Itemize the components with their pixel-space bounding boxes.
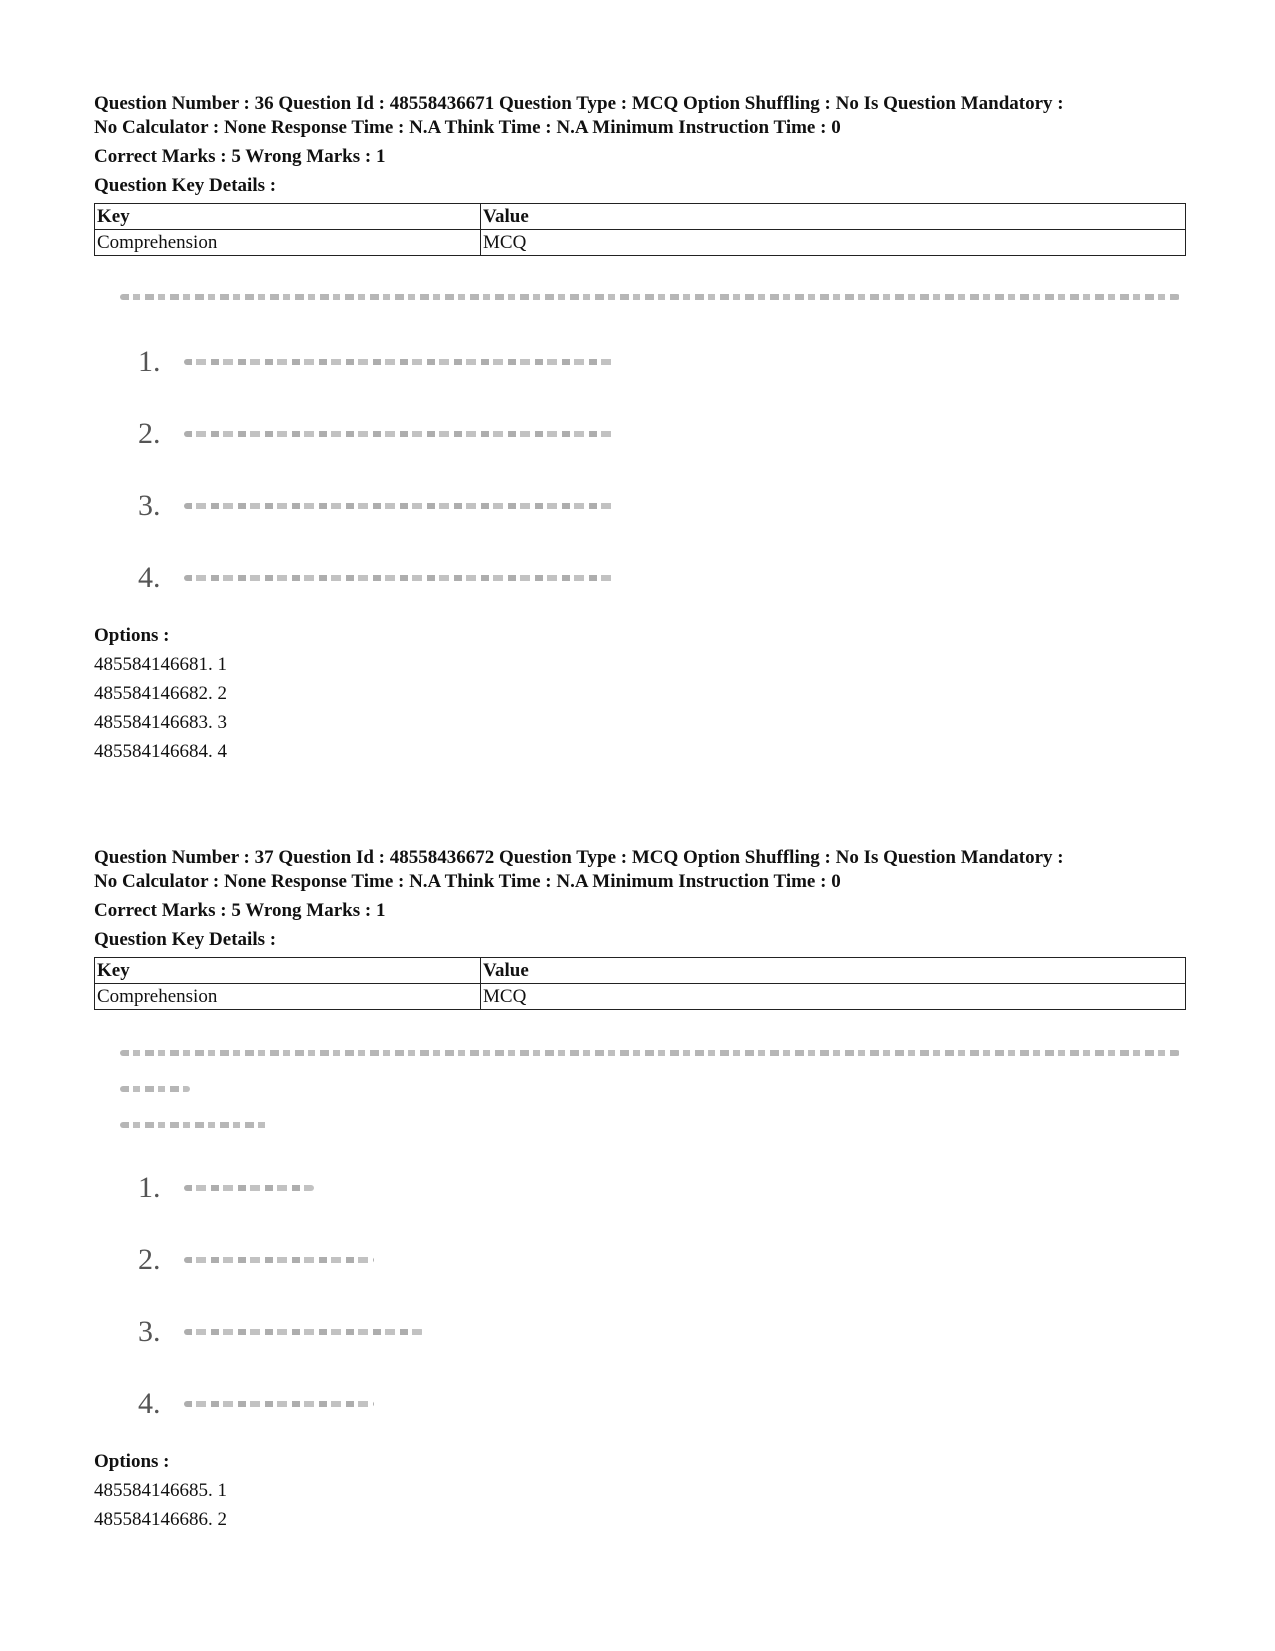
marks-line: Correct Marks : 5 Wrong Marks : 1 [94,900,386,921]
question-stem-image [120,294,1180,300]
option-image-number: 3. [138,1315,161,1348]
tibetan-text-line [184,503,614,509]
key-details-label: Question Key Details : [94,175,277,196]
table-header-key: Key [95,204,481,230]
option-image-1 [138,1152,1184,1224]
option-item: 485584146684. 4 [94,741,227,762]
table-cell-value: MCQ [481,984,1186,1010]
option-image-1 [138,326,1184,398]
option-image-3 [138,470,1184,542]
tibetan-text-line [184,359,614,365]
question-stem-image [120,1050,1180,1128]
marks-line: Correct Marks : 5 Wrong Marks : 1 [94,146,386,167]
option-image-number: 3. [138,489,161,522]
options-label: Options : [94,625,170,646]
options-label: Options : [94,1451,170,1472]
option-image-number: 1. [138,345,161,378]
table-header-value: Value [481,204,1186,230]
table-cell-key: Comprehension [95,230,481,256]
key-details-label: Question Key Details : [94,929,277,950]
table-header-key: Key [95,958,481,984]
tibetan-text-line [120,294,1180,300]
tibetan-text-line [120,1050,1180,1056]
option-item: 485584146683. 3 [94,712,227,733]
option-item: 485584146682. 2 [94,683,227,704]
option-item: 485584146681. 1 [94,654,227,675]
tibetan-text-line [184,1257,374,1263]
key-details-table [94,957,1186,1010]
tibetan-text-line [120,1122,270,1128]
question-36-block [94,92,1184,766]
option-images [138,1152,1184,1440]
option-image-2 [138,1224,1184,1296]
option-image-number: 4. [138,1387,161,1420]
table-header-value: Value [481,958,1186,984]
option-image-number: 2. [138,1243,161,1276]
question-header-line2: No Calculator : None Response Time : N.A Think Time : N.A Minimum Instruction Time : 0 [94,871,841,892]
question-header-line2: No Calculator : None Response Time : N.A Think Time : N.A Minimum Instruction Time : 0 [94,117,841,138]
tibetan-text-line [184,575,614,581]
tibetan-text-line [184,1401,374,1407]
option-images [138,326,1184,614]
question-header-line1: Question Number : 37 Question Id : 48558436672 Question Type : MCQ Option Shuffling : No Is Question Mandatory : [94,847,1064,868]
tibetan-text-line [120,1086,190,1092]
tibetan-text-line [184,431,614,437]
table-cell-value: MCQ [481,230,1186,256]
option-image-4 [138,542,1184,614]
option-item: 485584146685. 1 [94,1480,227,1501]
question-37-block [94,846,1184,1534]
key-details-table [94,203,1186,256]
option-image-4 [138,1368,1184,1440]
tibetan-text-line [184,1185,314,1191]
option-image-number: 1. [138,1171,161,1204]
option-image-number: 2. [138,417,161,450]
question-header-line1: Question Number : 36 Question Id : 48558436671 Question Type : MCQ Option Shuffling : No Is Question Mandatory : [94,93,1064,114]
tibetan-text-line [184,1329,424,1335]
table-cell-key: Comprehension [95,984,481,1010]
option-image-2 [138,398,1184,470]
option-image-3 [138,1296,1184,1368]
option-image-number: 4. [138,561,161,594]
option-item: 485584146686. 2 [94,1509,227,1530]
